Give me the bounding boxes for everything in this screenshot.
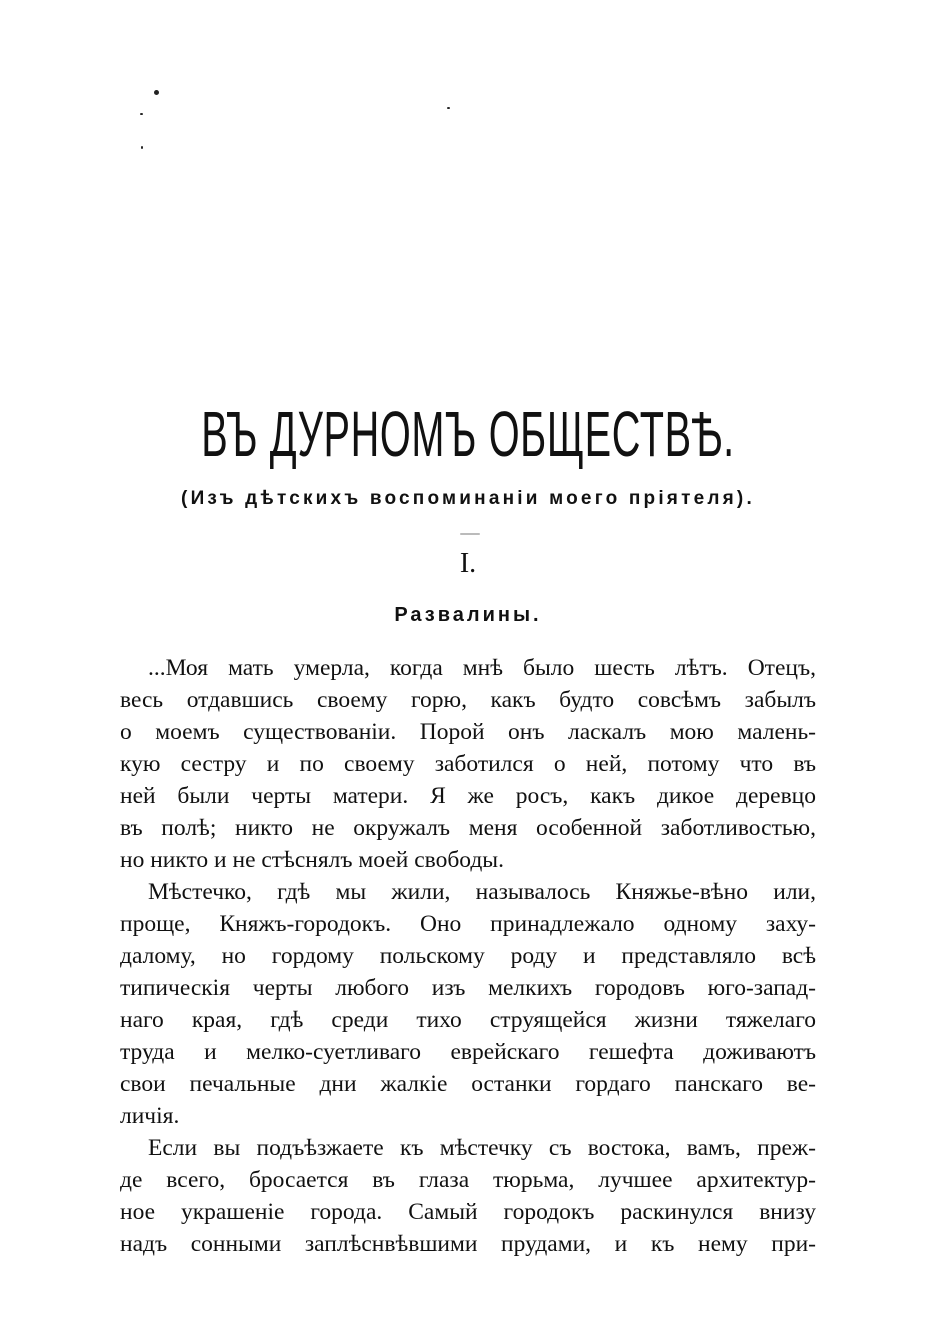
text-line: ...Моя мать умерла, когда мнѣ было шесть лѣтъ. Отецъ,: [148, 655, 816, 681]
text-line: проще, Княжъ-городокъ. Оно принадлежало одному заху-: [120, 911, 816, 937]
text-line: типическія черты любого изъ мелкихъ городовъ юго-запад-: [120, 975, 816, 1001]
text-line: ное украшеніе города. Самый городокъ раскинулся внизу: [120, 1199, 816, 1225]
story-subtitle: (Изъ дѣтскихъ воспоминаніи моего пріятеля).: [181, 488, 755, 509]
text-line: де всего, бросается въ глаза тюрьма, лучшее архитектур-: [120, 1167, 816, 1193]
text-line: личія.: [120, 1103, 180, 1129]
text-line: но никто и не стѣснялъ моей свободы.: [120, 847, 504, 873]
print-speck: [154, 90, 159, 95]
print-speck: [141, 146, 143, 149]
text-line: о моемъ существованіи. Порой онъ ласкалъ мою малень-: [120, 719, 816, 745]
story-title: ВЪ ДУРНОМЪ ОБЩЕСТВѢ.: [201, 398, 735, 470]
text-line: наго края, гдѣ среди тихо струящейся жизни тяжелаго: [120, 1007, 816, 1033]
text-line: Если вы подъѣзжаете къ мѣстечку съ востока, вамъ, преж-: [148, 1135, 816, 1161]
text-line: надъ сонными заплѣснвѣвшими прудами, и къ нему при-: [120, 1231, 816, 1257]
print-speck: [140, 113, 143, 115]
text-line: далому, но гордому польскому роду и представляло всѣ: [120, 943, 816, 969]
chapter-title: Развалины.: [394, 604, 542, 626]
print-speck: [447, 107, 450, 109]
text-line: весь отдавшись своему горю, какъ будто совсѣмъ забылъ: [120, 687, 816, 713]
text-line: кую сестру и по своему заботился о ней, потому что въ: [120, 751, 816, 777]
print-speck: [460, 533, 480, 535]
text-line: Мѣстечко, гдѣ мы жили, называлось Княжье-вѣно или,: [148, 879, 816, 905]
chapter-number: I.: [459, 548, 477, 579]
text-line: въ полѣ; никто не окружалъ меня особенной заботливостью,: [120, 815, 816, 841]
text-line: свои печальные дни жалкіе останки гордаго панскаго ве-: [120, 1071, 816, 1097]
text-line: ней были черты матери. Я же росъ, какъ дикое деревцо: [120, 783, 816, 809]
text-line: труда и мелко-суетливаго еврейскаго гешефта доживаютъ: [120, 1039, 816, 1065]
body-text: [120, 652, 816, 1260]
